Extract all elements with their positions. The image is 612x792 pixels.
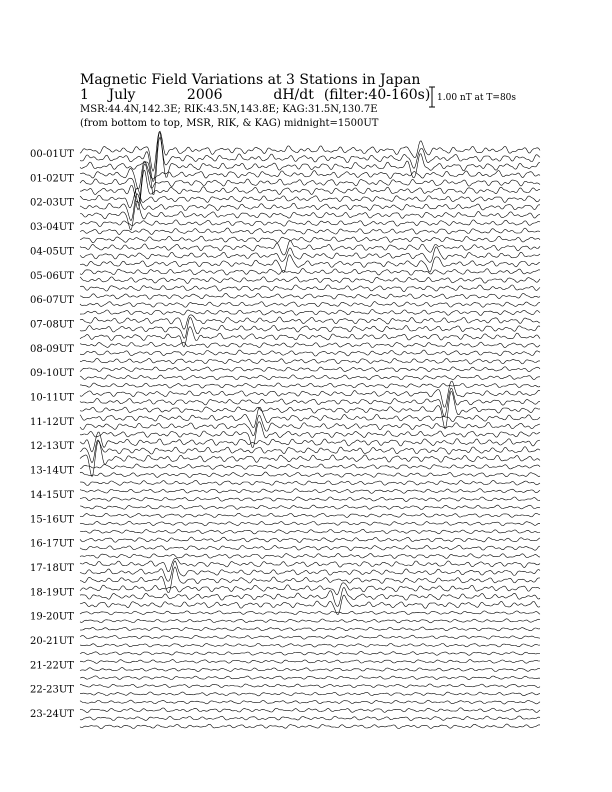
trace-18-19UT-KAG [80, 583, 540, 595]
hour-label-23-24UT: 23-24UT [30, 709, 74, 721]
hour-label-02-03UT: 02-03UT [30, 197, 74, 209]
trace-05-06UT-KAG [80, 269, 540, 276]
quantity-label: dH/dt [273, 87, 314, 103]
hour-label-07-08UT: 07-08UT [30, 319, 74, 331]
hour-label-20-21UT: 20-21UT [30, 636, 74, 647]
hour-label-13-14UT: 13-14UT [30, 465, 74, 477]
trace-02-03UT-KAG [80, 188, 540, 208]
trace-21-22UT-MSR [80, 676, 540, 680]
trace-14-15UT-RIK [80, 497, 540, 502]
trace-07-08UT-KAG [80, 315, 540, 330]
trace-13-14UT-RIK [80, 472, 540, 477]
hour-label-01-02UT: 01-02UT [30, 173, 74, 185]
trace-23-24UT-RIK [80, 716, 540, 721]
date-year: 2006 [186, 87, 223, 103]
hour-label-08-09UT: 08-09UT [30, 343, 74, 355]
trace-04-05UT-MSR [80, 255, 540, 273]
trace-05-06UT-MSR [80, 285, 540, 292]
trace-09-10UT-RIK [80, 375, 540, 380]
hour-label-22-23UT: 22-23UT [30, 684, 74, 696]
trace-00-01UT-RIK [80, 132, 540, 181]
trace-22-23UT-RIK [80, 692, 540, 696]
trace-09-10UT-MSR [80, 383, 540, 388]
trace-17-18UT-RIK [80, 561, 540, 581]
scale-bar-label: 1.00 nT at T=80s [437, 93, 517, 103]
date-month: July [108, 87, 136, 103]
date-day: 1 [80, 87, 89, 103]
trace-06-07UT-KAG [80, 293, 540, 299]
trace-15-16UT-KAG [80, 513, 540, 517]
trace-08-09UT-MSR [80, 358, 540, 364]
hour-label-21-22UT: 21-22UT [30, 660, 74, 672]
trace-04-05UT-KAG [80, 241, 540, 255]
trace-16-17UT-RIK [80, 545, 540, 550]
trace-20-21UT-MSR [80, 651, 540, 655]
trace-10-11UT-MSR [80, 391, 540, 428]
trace-23-24UT-KAG [80, 708, 540, 713]
hour-label-19-20UT: 19-20UT [30, 611, 74, 623]
trace-02-03UT-MSR [80, 201, 540, 230]
trace-15-16UT-MSR [80, 529, 540, 534]
trace-08-09UT-RIK [80, 350, 540, 356]
trace-23-24UT-MSR [80, 724, 540, 729]
trace-19-20UT-KAG [80, 611, 540, 615]
hour-label-12-13UT: 12-13UT [30, 441, 74, 453]
hour-label-03-04UT: 03-04UT [30, 222, 74, 234]
hour-label-06-07UT: 06-07UT [30, 295, 74, 307]
hour-label-16-17UT: 16-17UT [30, 538, 74, 550]
hour-label-00-01UT: 00-01UT [30, 149, 74, 160]
hour-label-04-05UT: 04-05UT [30, 246, 74, 258]
trace-21-22UT-KAG [80, 660, 540, 664]
trace-03-04UT-MSR [80, 236, 540, 243]
trace-14-15UT-MSR [80, 505, 540, 509]
trace-12-13UT-MSR [80, 441, 540, 476]
chart-title: Magnetic Field Variations at 3 Stations in Japan [80, 72, 421, 88]
trace-22-23UT-MSR [80, 700, 540, 704]
hour-label-05-06UT: 05-06UT [30, 270, 74, 282]
trace-06-07UT-MSR [80, 309, 540, 315]
trace-17-18UT-KAG [80, 558, 540, 571]
trace-09-10UT-KAG [80, 367, 540, 372]
trace-06-07UT-RIK [80, 302, 540, 308]
hour-label-15-16UT: 15-16UT [30, 514, 74, 526]
trace-16-17UT-KAG [80, 537, 540, 542]
trace-21-22UT-RIK [80, 668, 540, 672]
station-order-note: (from bottom to top, MSR, RIK, & KAG) midnight=1500UT [80, 118, 379, 129]
trace-13-14UT-MSR [80, 480, 540, 485]
trace-03-04UT-KAG [80, 220, 540, 227]
trace-16-17UT-MSR [80, 554, 540, 559]
trace-00-01UT-MSR [80, 137, 540, 194]
trace-15-16UT-RIK [80, 521, 540, 526]
hour-label-14-15UT: 14-15UT [30, 489, 74, 501]
trace-11-12UT-KAG [80, 407, 540, 427]
hour-label-17-18UT: 17-18UT [30, 562, 74, 574]
trace-10-11UT-KAG [80, 381, 540, 407]
station-coordinates: MSR:44.4N,142.3E; RIK:43.5N,143.8E; KAG:31.5N,130.7E [80, 104, 378, 115]
trace-20-21UT-RIK [80, 643, 540, 647]
filter-label: (filter:40-160s) [323, 87, 431, 103]
trace-05-06UT-RIK [80, 277, 540, 283]
trace-13-14UT-KAG [80, 464, 540, 469]
trace-08-09UT-KAG [80, 342, 540, 347]
hour-label-18-19UT: 18-19UT [30, 587, 74, 599]
trace-19-20UT-MSR [80, 627, 540, 631]
trace-03-04UT-RIK [80, 228, 540, 234]
hour-label-11-12UT: 11-12UT [30, 416, 74, 428]
trace-01-02UT-RIK [80, 164, 540, 203]
trace-20-21UT-KAG [80, 635, 540, 639]
trace-14-15UT-KAG [80, 489, 540, 494]
hour-label-09-10UT: 09-10UT [30, 368, 74, 380]
hour-label-10-11UT: 10-11UT [30, 392, 74, 404]
trace-19-20UT-RIK [80, 619, 540, 623]
trace-22-23UT-KAG [80, 684, 540, 688]
